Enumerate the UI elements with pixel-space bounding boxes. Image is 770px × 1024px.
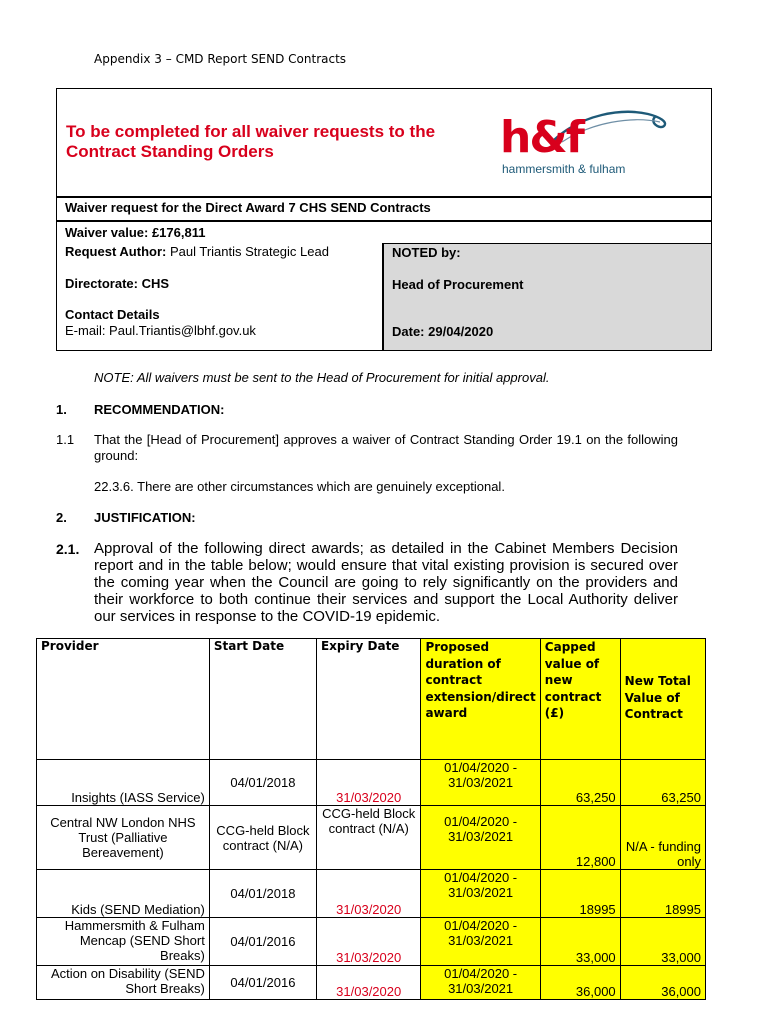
table-row bbox=[37, 966, 706, 1000]
total-cell: 63,250 bbox=[620, 760, 705, 806]
waiver-title: Waiver request for the Direct Award 7 CHS SEND Contracts bbox=[56, 196, 712, 221]
table-row bbox=[37, 918, 706, 966]
noted-date: Date: 29/04/2020 bbox=[392, 324, 494, 339]
table-row bbox=[37, 806, 706, 870]
provider-cell: Hammersmith & Fulham Mencap (SEND Short Breaks) bbox=[37, 918, 210, 966]
logo-mark: h&f bbox=[500, 112, 583, 163]
waiver-value: Waiver value: £176,811 bbox=[56, 221, 712, 243]
table-header-row bbox=[37, 639, 706, 760]
start-cell: 04/01/2016 bbox=[209, 918, 316, 966]
col-expiry-date: Expiry Date bbox=[316, 639, 421, 760]
section-1-title: RECOMMENDATION: bbox=[94, 402, 225, 417]
proposed-cell: 01/04/2020 - 31/03/2021 bbox=[421, 918, 540, 966]
total-cell: 33,000 bbox=[620, 918, 705, 966]
provider-cell: Action on Disability (SEND Short Breaks) bbox=[37, 966, 210, 1000]
total-cell: 36,000 bbox=[620, 966, 705, 1000]
directorate: Directorate: CHS bbox=[65, 276, 170, 291]
section-2-1-number: 2.1. bbox=[56, 541, 80, 557]
start-cell: 04/01/2016 bbox=[209, 966, 316, 1000]
col-new-total: New Total Value of Contract bbox=[620, 639, 705, 760]
section-1-number: 1. bbox=[56, 402, 67, 417]
start-cell: 04/01/2018 bbox=[209, 760, 316, 806]
capped-cell: 36,000 bbox=[540, 966, 620, 1000]
capped-cell: 18995 bbox=[540, 870, 620, 918]
table-row bbox=[37, 870, 706, 918]
col-provider: Provider bbox=[37, 639, 210, 760]
table-row bbox=[37, 760, 706, 806]
provider-table bbox=[36, 638, 706, 1000]
col-proposed-duration: Proposed duration of contract extension/direct award bbox=[421, 639, 540, 760]
noted-panel bbox=[383, 243, 712, 351]
capped-cell: 33,000 bbox=[540, 918, 620, 966]
expiry-cell: 31/03/2020 bbox=[316, 918, 421, 966]
head-of-procurement: Head of Procurement bbox=[392, 277, 524, 292]
capped-cell: 63,250 bbox=[540, 760, 620, 806]
form-title: To be completed for all waiver requests to the Contract Standing Orders bbox=[66, 122, 436, 161]
section-1-1-ground: 22.3.6. There are other circumstances which are genuinely exceptional. bbox=[94, 479, 505, 494]
approval-note: NOTE: All waivers must be sent to the Head of Procurement for initial approval. bbox=[94, 370, 550, 385]
expiry-cell: 31/03/2020 bbox=[316, 760, 421, 806]
contact-label: Contact Details bbox=[65, 307, 160, 322]
council-logo bbox=[500, 106, 670, 178]
author-panel bbox=[56, 243, 383, 351]
total-cell: 18995 bbox=[620, 870, 705, 918]
section-2-1-text: Approval of the following direct awards; as detailed in the Cabinet Members Decision report and in the table below; would ensure that vital existing provision is secured over the coming year when the Council are going to rely significantly on the providers and their workforce to both continue their services and support the Local Authority deliver our services in response to the COVID-19 epidemic. bbox=[94, 540, 678, 625]
author-value: Paul Triantis Strategic Lead bbox=[169, 244, 329, 259]
appendix-heading: Appendix 3 – CMD Report SEND Contracts bbox=[94, 52, 347, 66]
start-cell: CCG-held Block contract (N/A) bbox=[209, 806, 316, 870]
capped-cell: 12,800 bbox=[540, 806, 620, 870]
section-1-1-text: That the [Head of Procurement] approves a waiver of Contract Standing Order 19.1 on the following ground: bbox=[94, 432, 678, 463]
section-1-1-number: 1.1 bbox=[56, 432, 75, 447]
proposed-cell: 01/04/2020 - 31/03/2021 bbox=[421, 966, 540, 1000]
provider-cell: Central NW London NHS Trust (Palliative Bereavement) bbox=[37, 806, 210, 870]
section-2-title: JUSTIFICATION: bbox=[94, 510, 196, 525]
expiry-cell: 31/03/2020 bbox=[316, 870, 421, 918]
provider-cell: Insights (IASS Service) bbox=[37, 760, 210, 806]
contact-email: E-mail: Paul.Triantis@lbhf.gov.uk bbox=[65, 323, 256, 338]
expiry-cell: CCG-held Block contract (N/A) bbox=[316, 806, 421, 870]
author-label: Request Author: bbox=[65, 244, 167, 259]
section-2-number: 2. bbox=[56, 510, 67, 525]
proposed-cell: 01/04/2020 - 31/03/2021 bbox=[421, 870, 540, 918]
col-capped-value: Capped value of new contract (£) bbox=[540, 639, 620, 760]
logo-subtitle: hammersmith & fulham bbox=[502, 162, 626, 176]
proposed-cell: 01/04/2020 - 31/03/2021 bbox=[421, 760, 540, 806]
proposed-cell: 01/04/2020 - 31/03/2021 bbox=[421, 806, 540, 870]
author-line bbox=[65, 244, 329, 259]
col-start-date: Start Date bbox=[209, 639, 316, 760]
provider-cell: Kids (SEND Mediation) bbox=[37, 870, 210, 918]
total-cell: N/A - funding only bbox=[620, 806, 705, 870]
noted-by: NOTED by: bbox=[392, 245, 461, 260]
start-cell: 04/01/2018 bbox=[209, 870, 316, 918]
expiry-cell: 31/03/2020 bbox=[316, 966, 421, 1000]
